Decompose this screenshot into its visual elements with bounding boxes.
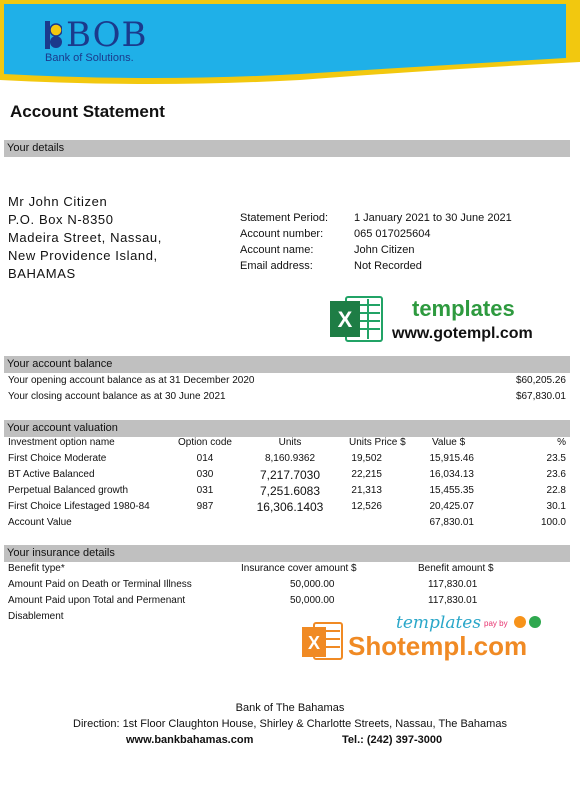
cell-name: First Choice Moderate: [8, 453, 107, 464]
column-header: Insurance cover amount $: [241, 563, 357, 574]
cell-code: 030: [196, 469, 214, 480]
meta-value: 065 017025604: [354, 228, 431, 240]
cell-units: 7,217.7030: [259, 468, 321, 482]
cell-units: 7,251.6083: [259, 484, 321, 498]
address-line: BAHAMAS: [8, 266, 76, 281]
opening-balance-label: Your opening account balance as at 31 December 2020: [8, 375, 255, 386]
column-header: Benefit type*: [8, 563, 65, 574]
cell-name: BT Active Balanced: [8, 469, 95, 480]
column-header: Value $: [432, 437, 466, 448]
svg-text:X: X: [307, 633, 321, 653]
cell-name: Perpetual Balanced growth: [8, 485, 129, 496]
excel-icon: [328, 291, 384, 347]
cell-code: 987: [196, 501, 214, 512]
footer-address: Direction: 1st Floor Claughton House, Shirley & Charlotte Streets, Nassau, The Bahamas: [73, 718, 507, 730]
opening-balance-value: $60,205.26: [515, 375, 566, 386]
cell-value: 20,425.07: [429, 501, 474, 512]
column-header: Option code: [178, 437, 232, 448]
table-row: [0, 483, 580, 499]
logo-emblem-icon: [44, 20, 62, 50]
meta-value: Not Recorded: [354, 260, 422, 272]
cell-code: 014: [196, 453, 214, 464]
footer-phone: Tel.: (242) 397-3000: [342, 734, 443, 746]
section-valuation-bar: Your account valuation: [4, 420, 570, 437]
insurance-benefit: 117,830.01: [428, 595, 478, 606]
cell-percent: 23.5: [546, 453, 566, 464]
cell-percent: 30.1: [546, 501, 566, 512]
meta-row: [240, 210, 512, 226]
logo-subtitle: Bank of Solutions.: [45, 52, 134, 64]
insurance-row-continuation: Disablement: [8, 611, 64, 622]
table-row: [0, 451, 580, 467]
page-title: Account Statement: [10, 102, 165, 121]
closing-balance-label: Your closing account balance as at 30 June 2021: [8, 391, 226, 402]
section-details-bar: Your details: [4, 140, 570, 157]
insurance-row-label: Amount Paid on Death or Terminal Illness: [8, 579, 192, 590]
address-line: P.O. Box N-8350: [8, 212, 114, 227]
cell-units: 16,306.1403: [256, 500, 324, 514]
insurance-row-label: Amount Paid upon Total and Permenant: [8, 595, 186, 606]
pay-by-label: pay by: [484, 619, 508, 628]
shotempl-watermark: [300, 613, 550, 665]
column-header: Units Price $: [349, 437, 406, 448]
cell-percent: 23.6: [546, 469, 566, 480]
address-line: New Providence Island,: [8, 248, 158, 263]
svg-text:X: X: [337, 307, 353, 332]
bank-logo: [44, 15, 174, 64]
column-header: Benefit amount $: [418, 563, 494, 574]
cell-price: 22,215: [351, 469, 382, 480]
insurance-benefit: 117,830.01: [428, 579, 478, 590]
paypal-icon: [529, 616, 541, 628]
footer-bank-name: Bank of The Bahamas: [235, 702, 345, 714]
meta-row: [240, 226, 512, 242]
customer-address: [8, 193, 162, 283]
total-value: 67,830.01: [429, 517, 474, 528]
cell-value: 15,455.35: [429, 485, 474, 496]
watermark-title: templates: [412, 296, 515, 321]
meta-label: Account name:: [240, 244, 314, 256]
cell-code: 031: [196, 485, 214, 496]
insurance-cover: 50,000.00: [290, 579, 335, 590]
meta-label: Account number:: [240, 228, 324, 240]
meta-row: [240, 258, 512, 274]
table-row: [0, 499, 580, 515]
statement-meta: [240, 210, 512, 274]
section-balance-bar: Your account balance: [4, 356, 570, 373]
cell-price: 12,526: [351, 501, 382, 512]
table-total-row: [0, 515, 580, 531]
address-line: Madeira Street, Nassau,: [8, 230, 162, 245]
address-line: Mr John Citizen: [8, 194, 108, 209]
cell-percent: 22.8: [546, 485, 566, 496]
watermark-name: Shotempl.com: [348, 631, 528, 661]
footer-website: www.bankbahamas.com: [126, 734, 254, 746]
section-insurance-bar: Your insurance details: [4, 545, 570, 562]
cell-name: First Choice Lifestaged 1980-84: [8, 501, 150, 512]
cell-price: 19,502: [351, 453, 382, 464]
total-label: Account Value: [8, 517, 72, 528]
bitcoin-icon: [514, 616, 526, 628]
cell-value: 16,034.13: [429, 469, 474, 480]
logo-text: BOB: [66, 15, 148, 55]
meta-label: Statement Period:: [240, 212, 329, 224]
cell-units: 8,160.9362: [264, 453, 316, 464]
table-row: [0, 467, 580, 483]
column-header: %: [557, 437, 566, 448]
cell-price: 21,313: [351, 485, 382, 496]
watermark-url: www.gotempl.com: [392, 325, 533, 342]
watermark-script: templates: [396, 613, 482, 633]
cell-value: 15,915.46: [429, 453, 474, 464]
meta-row: [240, 242, 512, 258]
closing-balance-value: $67,830.01: [515, 391, 566, 402]
meta-value: John Citizen: [354, 244, 415, 256]
meta-value: 1 January 2021 to 30 June 2021: [354, 212, 512, 224]
insurance-cover: 50,000.00: [290, 595, 335, 606]
column-header: Investment option name: [8, 437, 115, 448]
excel-icon: [300, 619, 344, 663]
column-header: Units: [278, 437, 302, 448]
total-percent: 100.0: [540, 517, 566, 528]
meta-label: Email address:: [240, 260, 313, 272]
